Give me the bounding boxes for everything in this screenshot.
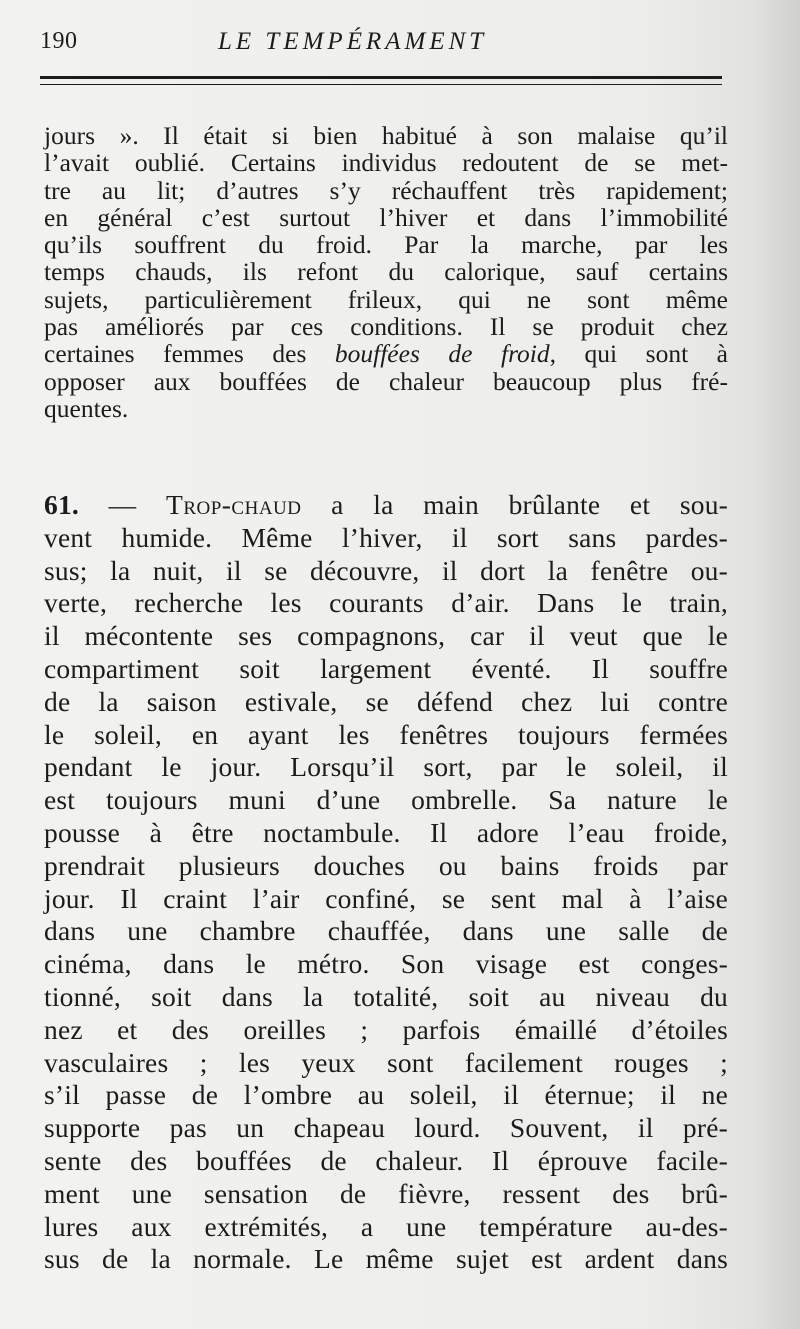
text-line: cinéma, dans le métro. Son visage est conges- xyxy=(44,948,728,980)
text-line: ment une sensation de fièvre, ressent des brû- xyxy=(44,1177,728,1209)
page-number: 190 xyxy=(40,28,78,54)
text-line xyxy=(44,340,728,367)
text-run: a la main brûlante et sou- xyxy=(301,489,728,520)
text-line: opposer aux bouffées de chaleur beaucoup plus fré- xyxy=(44,366,728,396)
text-line: quentes. xyxy=(44,393,129,423)
text-line xyxy=(44,489,728,522)
text-line: s’il passe de l’ombre au soleil, il éternue; il ne xyxy=(44,1079,728,1111)
text-run: qui sont à xyxy=(556,339,728,369)
header-rule-thin xyxy=(40,84,722,85)
header-rule-thick xyxy=(40,76,722,79)
text-line: verte, recherche les courants d’air. Dans le train, xyxy=(44,587,728,619)
section-number: 61. xyxy=(44,489,79,520)
text-line: est toujours muni d’une ombrelle. Sa nature le xyxy=(44,784,728,816)
running-title: LE TEMPÉRAMENT xyxy=(218,28,488,55)
text-line: sente des bouffées de chaleur. Il éprouve facile- xyxy=(44,1144,728,1176)
text-line: tre au lit; d’autres s’y réchauffent très rapidement; xyxy=(44,175,728,205)
text-line: jours ». Il était si bien habitué à son malaise qu’il xyxy=(44,121,728,150)
text-line: nez et des oreilles ; parfois émaillé d’étoiles xyxy=(44,1013,728,1045)
text-line: sujets, particulièrement frileux, qui ne sont même xyxy=(44,284,728,314)
text-line: supporte pas un chapeau lourd. Souvent, il pré- xyxy=(44,1112,728,1144)
text-line: vasculaires ; les yeux sont facilement rouges ; xyxy=(44,1046,728,1078)
paragraph-61 xyxy=(44,489,728,1276)
text-line: pendant le jour. Lorsqu’il sort, par le soleil, il xyxy=(44,751,728,783)
text-line: il mécontente ses compagnons, car il veut que le xyxy=(44,620,728,652)
text-line: lures aux extrémités, a une température au-des- xyxy=(44,1210,728,1242)
text-line: tionné, soit dans la totalité, soit au niveau du xyxy=(44,980,728,1012)
section-term: Trop-chaud xyxy=(166,489,302,520)
text-run: certaines femmes des xyxy=(44,339,335,369)
text-line: sus de la normale. Le même sujet est ardent dans xyxy=(44,1243,728,1275)
em-dash: — xyxy=(78,489,167,520)
text-line: vent humide. Même l’hiver, il sort sans pardes- xyxy=(44,521,728,553)
text-line: pas améliorés par ces conditions. Il se produit chez xyxy=(44,312,728,342)
running-head xyxy=(40,24,730,64)
text-line: en général c’est surtout l’hiver et dans l’immobilité xyxy=(44,202,728,232)
text-line: dans une chambre chauffée, dans une salle de xyxy=(44,915,728,947)
text-line: pousse à être noctambule. Il adore l’eau froide, xyxy=(44,816,728,848)
text-line: sus; la nuit, il se découvre, il dort la fenêtre ou- xyxy=(44,554,728,586)
text-line: compartiment soit largement éventé. Il souffre xyxy=(44,652,728,684)
text-line: temps chauds, ils refont du calorique, sauf certains xyxy=(44,257,728,287)
text-line: qu’ils souffrent du froid. Par la marche, par les xyxy=(44,230,728,260)
italic-term: bouffées de froid, xyxy=(334,339,557,369)
paragraph-continuation xyxy=(44,122,728,422)
text-line: jour. Il craint l’air confiné, se sent mal à l’aise xyxy=(44,882,728,914)
text-line: de la saison estivale, se défend chez lui contre xyxy=(44,685,728,717)
text-line: l’avait oublié. Certains individus redoutent de se met- xyxy=(44,148,728,178)
text-line: prendrait plusieurs douches ou bains froids par xyxy=(44,849,728,881)
text-line: le soleil, en ayant les fenêtres toujours fermées xyxy=(44,718,728,750)
